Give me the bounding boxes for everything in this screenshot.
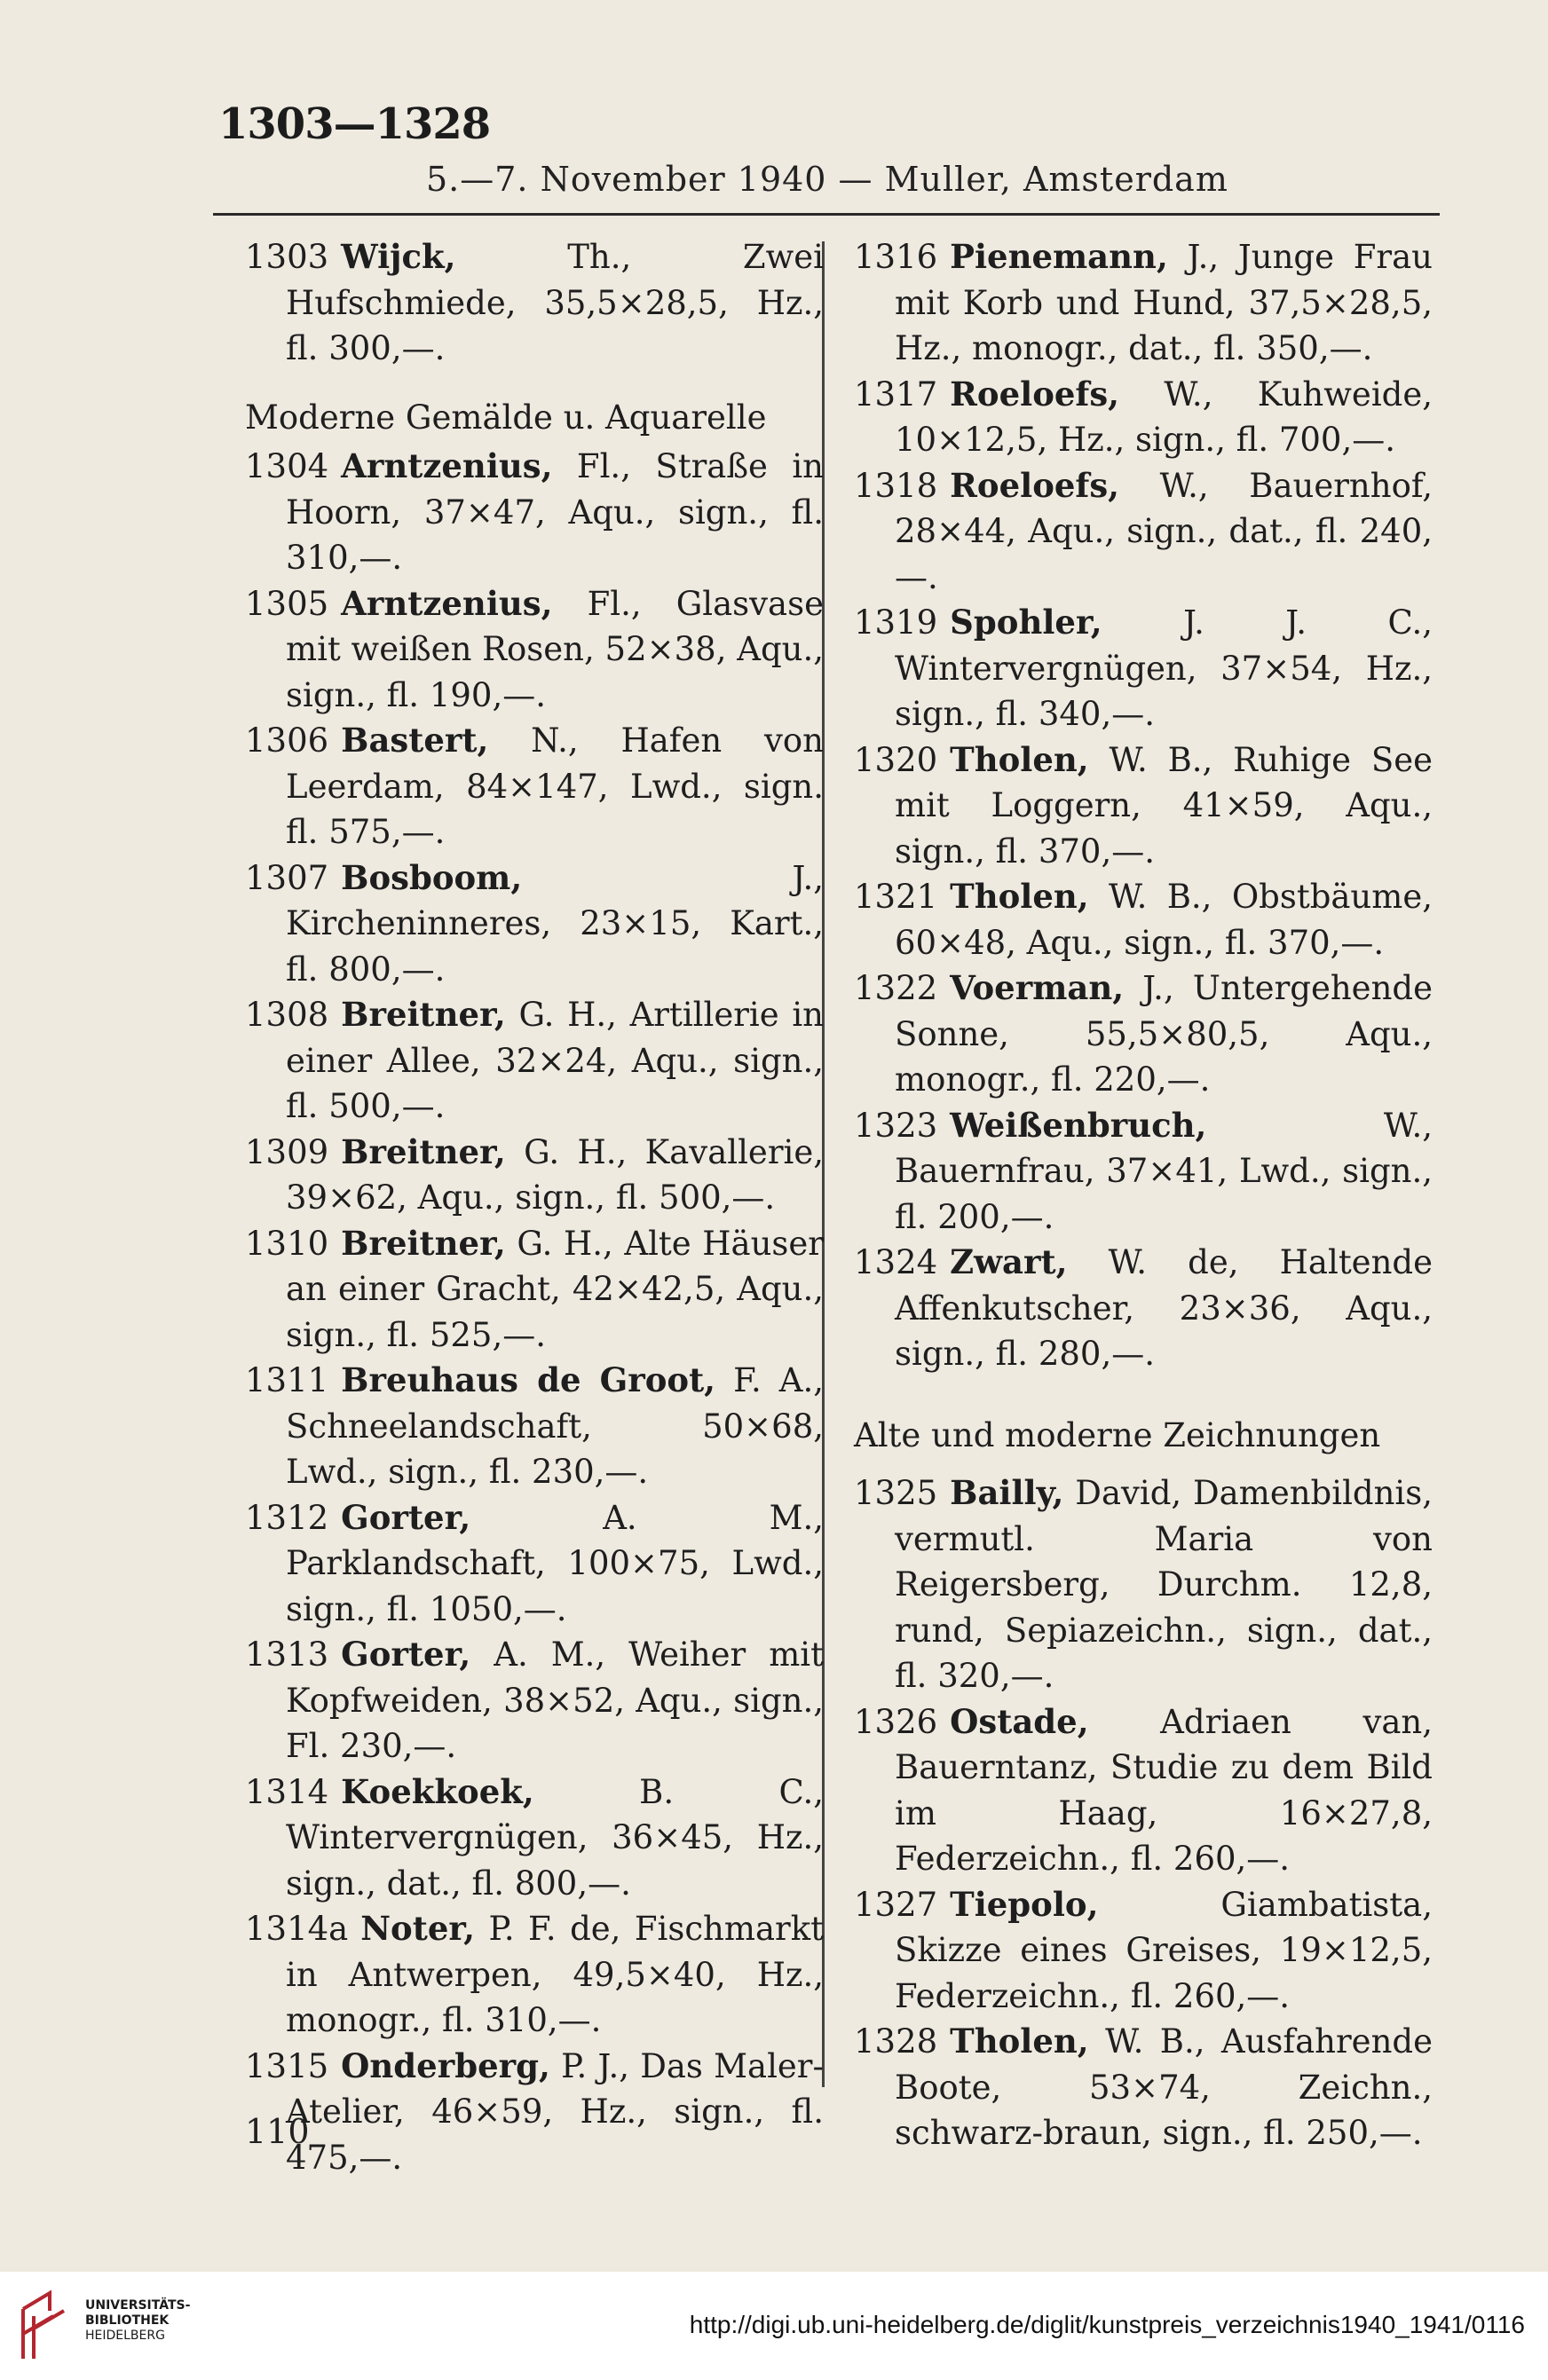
artist-name: Breitner,: [341, 1223, 506, 1263]
lot-description: J., Untergehende Sonne, 55,5×80,5, Aqu., monogr., fl. 220,—.: [895, 969, 1433, 1099]
lot-entry: [245, 1130, 824, 1221]
lot-description: G. H., Alte Häuser an einer Gracht, 42×42,5, Aqu., sign., fl. 525,—.: [286, 1224, 824, 1354]
right-column: [854, 234, 1433, 2156]
artist-name: Roeloefs,: [950, 465, 1120, 505]
lot-number: 1315: [245, 2046, 329, 2085]
artist-name: Tholen,: [950, 739, 1089, 779]
lot-entry: [245, 1632, 824, 1769]
lot-number: 1325: [854, 1474, 938, 1512]
artist-name: Bastert,: [341, 721, 489, 760]
artist-name: Arntzenius,: [341, 446, 553, 485]
lot-entry: [245, 581, 824, 719]
lot-entry: [854, 600, 1433, 737]
library-logo-text: [85, 2298, 190, 2344]
lot-description: A. M., Parklandschaft, 100×75, Lwd., sign., fl. 1050,—.: [286, 1498, 824, 1628]
lot-description: A. M., Weiher mit Kopfweiden, 38×52, Aqu., sign., Fl. 230,—.: [286, 1635, 824, 1765]
left-column: [245, 234, 824, 2180]
lot-description: F. A., Schneelandschaft, 50×68, Lwd., sign., fl. 230,—.: [286, 1361, 824, 1491]
lot-entry: [854, 1470, 1433, 1699]
lot-entry: [854, 463, 1433, 601]
lot-description: W. B., Ausfahrende Boote, 53×74, Zeichn., schwarz-braun, sign., fl. 250,—.: [895, 2022, 1433, 2152]
lot-number: 1322: [854, 969, 938, 1007]
lot-description: G. H., Kavallerie, 39×62, Aqu., sign., fl. 500,—.: [286, 1132, 825, 1217]
lot-entry: [245, 1358, 824, 1495]
artist-name: Bosboom,: [341, 857, 523, 897]
artist-name: Breuhaus de Groot,: [341, 1360, 716, 1399]
artist-name: Noter,: [360, 1909, 476, 1948]
artist-name: Gorter,: [341, 1635, 471, 1674]
page-number: 110: [245, 2112, 310, 2151]
lot-number: 1308: [245, 996, 329, 1034]
artist-name: Breitner,: [341, 1131, 506, 1171]
lot-entry: [245, 992, 824, 1130]
source-url[interactable]: http://digi.ub.uni-heidelberg.de/diglit/kunstpreis_verzeichnis1940_1941/0116: [689, 2311, 1525, 2338]
lot-description: Fl., Glasvase mit weißen Rosen, 52×38, Aqu., sign., fl. 190,—.: [286, 584, 824, 714]
lot-number: 1311: [245, 1361, 329, 1399]
lot-description: P. J., Das Maler-Atelier, 46×59, Hz., sign., fl. 475,—.: [286, 2046, 824, 2177]
artist-name: Tiepolo,: [950, 1884, 1099, 1924]
lot-description: Fl., Straße in Hoorn, 37×47, Aqu., sign., fl. 310,—.: [286, 447, 825, 577]
lot-entry: [854, 1882, 1433, 2020]
lot-description: J., Kircheninneres, 23×15, Kart., fl. 800,—.: [286, 858, 824, 989]
lot-number: 1309: [245, 1132, 329, 1171]
lot-number: 1314: [245, 1772, 329, 1811]
lot-number: 1320: [854, 740, 938, 779]
lot-entry: [245, 234, 824, 372]
lot-entry: [245, 855, 824, 993]
lot-number: 1312: [245, 1498, 329, 1537]
artist-name: Arntzenius,: [341, 583, 553, 623]
section-heading: Moderne Gemälde u. Aquarelle: [245, 398, 767, 437]
lot-number: 1310: [245, 1224, 329, 1263]
lot-number: 1314a: [245, 1910, 349, 1948]
artist-name: Weißenbruch,: [950, 1105, 1207, 1145]
artist-name: Spohler,: [950, 603, 1102, 642]
lot-number: 1316: [854, 238, 938, 276]
lot-description: Giambatista, Skizze eines Greises, 19×12,5, Federzeichn., fl. 260,—.: [895, 1885, 1433, 2015]
lot-description: J. J. C., Wintervergnügen, 37×54, Hz., sign., fl. 340,—.: [895, 603, 1433, 733]
lot-description: David, Damenbildnis, vermutl. Maria von Reigersberg, Durchm. 12,8, rund, Sepiazeichn., sign., dat., fl. 320,—.: [895, 1474, 1433, 1695]
lot-number: 1317: [854, 374, 938, 414]
artist-name: Gorter,: [341, 1497, 471, 1537]
artist-name: Breitner,: [341, 995, 506, 1034]
lot-entry: [854, 372, 1433, 463]
lot-description: W. de, Haltende Affenkutscher, 23×36, Aqu., sign., fl. 280,—.: [895, 1243, 1433, 1373]
lot-number: 1303: [245, 238, 329, 276]
lot-number: 1319: [854, 603, 938, 642]
lot-number: 1304: [245, 447, 329, 485]
artist-name: Voerman,: [950, 968, 1125, 1007]
library-logo-icon: [18, 2289, 75, 2362]
lot-entry: [854, 1103, 1433, 1241]
lot-number: 1326: [854, 1702, 938, 1741]
lot-entry: [854, 234, 1433, 372]
artist-name: Ostade,: [950, 1701, 1089, 1741]
lot-number: 1318: [854, 466, 938, 505]
lot-number: 1323: [854, 1106, 938, 1145]
lot-entry: [854, 1240, 1433, 1377]
lot-entry: [245, 1495, 824, 1633]
artist-name: Roeloefs,: [950, 374, 1120, 414]
artist-name: Wijck,: [341, 237, 456, 276]
header-rule: [213, 213, 1440, 216]
lot-entry: [854, 1699, 1433, 1882]
lot-description: B. C., Wintervergnügen, 36×45, Hz., sign., dat., fl. 800,—.: [286, 1772, 824, 1903]
lot-entry: [245, 1221, 824, 1359]
lot-number: 1307: [245, 858, 329, 897]
lot-number: 1305: [245, 584, 329, 623]
lot-description: W. B., Ruhige See mit Loggern, 41×59, Aqu., sign., fl. 370,—.: [895, 740, 1433, 871]
artist-name: Tholen,: [950, 877, 1089, 916]
artist-name: Zwart,: [950, 1242, 1068, 1281]
lot-entry: [245, 718, 824, 855]
lot-entry: [854, 2019, 1433, 2156]
artist-name: Bailly,: [950, 1473, 1064, 1512]
lot-description: W., Bauernfrau, 37×41, Lwd., sign., fl. 200,—.: [895, 1106, 1433, 1236]
lot-entry: [854, 965, 1433, 1103]
lot-number: 1327: [854, 1885, 938, 1924]
lot-description: Adriaen van, Bauerntanz, Studie zu dem Bild im Haag, 16×27,8, Federzeichn., fl. 260,—.: [895, 1702, 1433, 1878]
lot-number: 1321: [854, 878, 938, 916]
lot-entry: [245, 444, 824, 581]
lot-number: 1328: [854, 2022, 938, 2061]
artist-name: Pienemann,: [950, 237, 1168, 276]
lot-entry: [854, 874, 1433, 965]
logo-line-3: HEIDELBERG: [85, 2329, 165, 2343]
lot-entry: [854, 737, 1433, 875]
lot-description: W., Bauernhof, 28×44, Aqu., sign., dat., fl. 240,—.: [895, 466, 1433, 596]
logo-line-2: BIBLIOTHEK: [85, 2313, 170, 2328]
artist-name: Onderberg,: [341, 2045, 550, 2085]
lot-entry: [245, 2044, 824, 2181]
lot-number: 1324: [854, 1243, 938, 1281]
lot-description: J., Junge Frau mit Korb und Hund, 37,5×28,5, Hz., monogr., dat., fl. 350,—.: [895, 238, 1433, 367]
lot-description: N., Hafen von Leerdam, 84×147, Lwd., sign. fl. 575,—.: [286, 721, 825, 851]
logo-line-1: UNIVERSITÄTS-: [85, 2298, 191, 2313]
lot-number: 1313: [245, 1635, 329, 1674]
lot-description: W. B., Obstbäume, 60×48, Aqu., sign., fl. 370,—.: [895, 878, 1433, 962]
section-heading: Alte und moderne Zeichnungen: [854, 1415, 1381, 1454]
lot-description: G. H., Artillerie in einer Allee, 32×24, Aqu., sign., fl. 500,—.: [286, 996, 825, 1125]
lot-entry: [245, 1906, 824, 2044]
lot-range-heading: 1303—1328: [218, 99, 491, 149]
lot-number: 1306: [245, 721, 329, 760]
lot-description: W., Kuhweide, 10×12,5, Hz., sign., fl. 700,—.: [895, 374, 1433, 459]
lot-description: Th., Zwei Hufschmiede, 35,5×28,5, Hz., fl. 300,—.: [286, 238, 824, 367]
lot-entry: [245, 1769, 824, 1907]
artist-name: Tholen,: [950, 2021, 1089, 2061]
auction-subtitle: 5.—7. November 1940 — Muller, Amsterdam: [426, 160, 1228, 199]
artist-name: Koekkoek,: [341, 1771, 534, 1811]
lot-description: P. F. de, Fischmarkt in Antwerpen, 49,5×40, Hz., monogr., fl. 310,—.: [286, 1910, 825, 2039]
